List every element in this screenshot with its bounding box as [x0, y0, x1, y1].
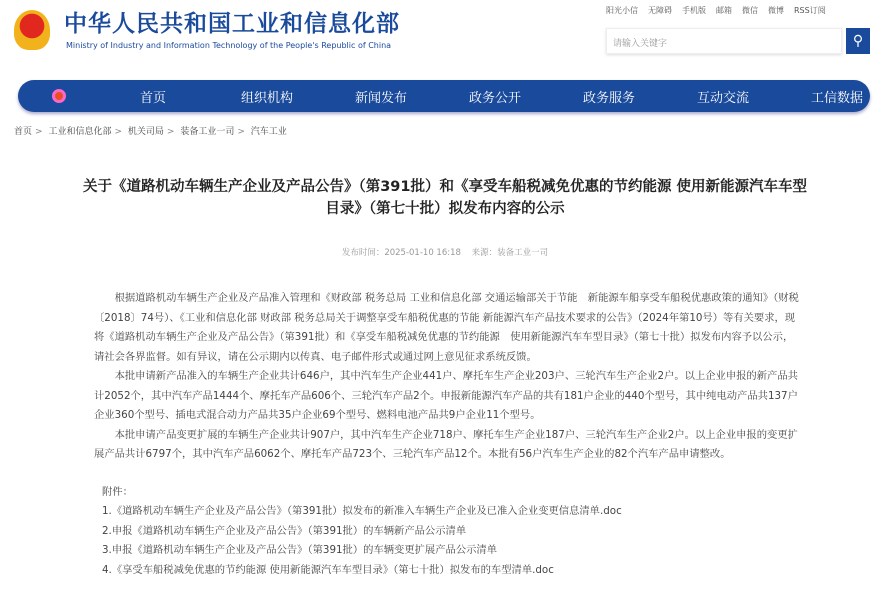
attachment-link[interactable]: 1.《道路机动车辆生产企业及产品公告》（第391批）拟发布的新准入车辆生产企业及已准入企业变更信息清单.doc	[102, 505, 622, 517]
attachment-link[interactable]: 3.申报《道路机动车辆生产企业及产品公告》（第391批）的车辆变更扩展产品公示清单	[102, 544, 498, 556]
article-title: 关于《道路机动车辆生产企业及产品公告》（第391批）和《享受车船税减免优惠的节约能源 使用新能源汽车车型目录》（第七十批）拟发布内容的公示	[82, 179, 808, 217]
search-input[interactable]: 请输入关键字	[606, 28, 842, 54]
article-meta	[80, 247, 810, 259]
top-link[interactable]: 邮箱	[716, 6, 732, 15]
attachments-label: 附件：	[102, 485, 133, 498]
nav-item-services[interactable]: 政务服务	[582, 90, 635, 106]
breadcrumb	[14, 126, 287, 138]
paragraph: 本批申请产品变更扩展的车辆生产企业共计907户，其中汽车生产企业718户、摩托车生产企业187户、三轮汽车生产企业2户。以上企业申报的变更扩展产品共计6797个，其中汽车产品6062个、摩托车产品723个、三轮汽车产品12个。本批有56户汽车生产企业的82个汽车产品申请整改。	[94, 428, 798, 460]
site-title[interactable]: 中华人民共和国工业和信息化部	[64, 11, 400, 37]
publish-label: 发布时间：	[341, 248, 385, 258]
paragraph: 根据道路机动车辆生产企业及产品准入管理和《财政部 税务总局 工业和信息化部 交通运输部关于节能 新能源车船享受车船税优惠政策的通知》（财税〔2018〕74号）、《工业和信息化部 财政部 税务总局关于调整享受车船税优惠的节能 新能源汽车产品技术要求的公告》（2024年第10号）等有关要求，现将《道路机动车辆生产企业及产品公告》（第391批）和《享受车船税减免优惠的节约能源 使用新能源汽车车型目录》（第七十批）拟发布内容予以公示，请社会各界监督。如有异议，请在公示期内以传真、电子邮件形式或通过网上意见征求系统反馈。	[94, 292, 799, 363]
nav-item-home[interactable]: 首页	[139, 90, 166, 106]
breadcrumb-separator: >	[237, 127, 245, 137]
search-icon: ⚲	[852, 33, 864, 49]
nav-item-organization[interactable]: 组织机构	[240, 90, 293, 106]
top-link[interactable]: 微信	[742, 6, 758, 15]
breadcrumb-item[interactable]: 首页	[14, 127, 33, 137]
breadcrumb-separator: >	[114, 127, 122, 137]
top-link[interactable]: 微博	[768, 6, 784, 15]
breadcrumb-item[interactable]: 汽车工业	[250, 127, 287, 137]
top-links	[606, 6, 826, 16]
breadcrumb-item[interactable]: 机关司局	[127, 127, 164, 137]
attachments	[102, 483, 810, 581]
attachment-link[interactable]: 2.申报《道路机动车辆生产企业及产品公告》（第391批）的车辆新产品公示清单	[102, 524, 467, 537]
breadcrumb-item[interactable]: 装备工业一司	[180, 127, 235, 137]
source-label: 来源：	[471, 248, 498, 258]
article	[80, 176, 810, 590]
nav-item-news[interactable]: 新闻发布	[354, 90, 407, 106]
article-body	[94, 289, 802, 465]
paragraph: 本批申请新产品准入的车辆生产企业共计646户，其中汽车生产企业441户、摩托车生产企业203户、三轮汽车生产企业2户。以上企业申报的新产品共计2052个，其中汽车产品1444个、摩托车产品606个、三轮汽车产品2个。申报新能源汽车产品的共有181户企业的440个型号，其中纯电动产品共137户企业360个型号、插电式混合动力产品共35户企业69个型号、燃料电池产品共9户企业11个型号。	[94, 370, 798, 421]
attachment-link[interactable]: 4.《享受车船税减免优惠的节约能源 使用新能源汽车车型目录》（第七十批）拟发布的车型清单.doc	[102, 563, 554, 576]
top-link[interactable]: 阳光小信	[606, 6, 638, 15]
nav-item-interaction[interactable]: 互动交流	[696, 90, 749, 106]
site-title-en: Ministry of Industry and Information Technology of the People's Republic of China	[66, 41, 392, 50]
breadcrumb-separator: >	[166, 127, 175, 137]
publish-time: 2025-01-10 16:18	[384, 248, 461, 258]
nav-logo-icon	[52, 89, 66, 103]
national-emblem-logo	[14, 10, 50, 50]
nav-item-public-affairs[interactable]: 政务公开	[468, 90, 521, 106]
top-link[interactable]: 无障碍	[648, 6, 672, 15]
breadcrumb-item[interactable]: 工业和信息化部	[48, 127, 112, 137]
top-link[interactable]: RSS订阅	[794, 6, 826, 15]
search-button[interactable]	[846, 28, 870, 54]
main-nav	[18, 80, 870, 112]
breadcrumb-separator: >	[35, 127, 43, 137]
top-link[interactable]: 手机版	[682, 6, 706, 15]
source: 装备工业一司	[497, 248, 549, 258]
nav-item-data[interactable]: 工信数据	[810, 90, 863, 106]
